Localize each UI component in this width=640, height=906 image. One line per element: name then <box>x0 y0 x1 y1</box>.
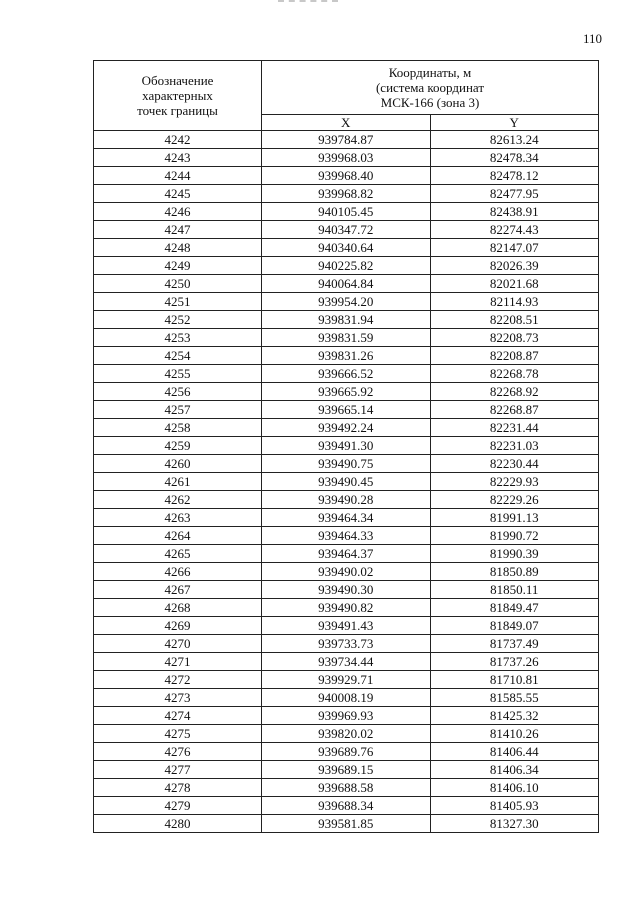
y-coordinate-cell: 81991.13 <box>430 509 599 527</box>
point-id-cell: 4250 <box>94 275 262 293</box>
x-coordinate-cell: 939733.73 <box>262 635 431 653</box>
x-coordinate-cell: 939968.40 <box>262 167 431 185</box>
x-coordinate-cell: 939464.37 <box>262 545 431 563</box>
table-row <box>94 797 599 815</box>
x-coordinate-cell: 940225.82 <box>262 257 431 275</box>
table-row <box>94 725 599 743</box>
y-coordinate-cell: 81850.11 <box>430 581 599 599</box>
x-coordinate-cell: 939492.24 <box>262 419 431 437</box>
table-row <box>94 311 599 329</box>
point-id-cell: 4254 <box>94 347 262 365</box>
coord-header-line: (система координат <box>375 80 485 95</box>
y-coordinate-cell: 81405.93 <box>430 797 599 815</box>
x-coordinate-cell: 939954.20 <box>262 293 431 311</box>
table-row <box>94 509 599 527</box>
table-row <box>94 419 599 437</box>
y-coordinate-cell: 82208.51 <box>430 311 599 329</box>
point-id-cell: 4248 <box>94 239 262 257</box>
point-id-cell: 4262 <box>94 491 262 509</box>
coord-header-line: МСК-166 (зона 3) <box>380 95 480 110</box>
x-coordinate-cell: 939490.75 <box>262 455 431 473</box>
y-coordinate-cell: 82021.68 <box>430 275 599 293</box>
x-coordinate-cell: 939688.34 <box>262 797 431 815</box>
y-coordinate-cell: 82613.24 <box>430 131 599 149</box>
table-row <box>94 275 599 293</box>
table-row <box>94 671 599 689</box>
table-row <box>94 383 599 401</box>
x-coordinate-cell: 939968.03 <box>262 149 431 167</box>
table-row <box>94 689 599 707</box>
x-coordinate-cell: 939969.93 <box>262 707 431 725</box>
point-id-cell: 4253 <box>94 329 262 347</box>
y-coordinate-cell: 81990.72 <box>430 527 599 545</box>
point-id-cell: 4274 <box>94 707 262 725</box>
table-header-row <box>94 61 599 115</box>
table-row <box>94 779 599 797</box>
x-coordinate-cell: 939688.58 <box>262 779 431 797</box>
y-coordinate-cell: 82477.95 <box>430 185 599 203</box>
point-id-cell: 4244 <box>94 167 262 185</box>
point-id-cell: 4277 <box>94 761 262 779</box>
y-coordinate-cell: 82268.78 <box>430 365 599 383</box>
table-row <box>94 401 599 419</box>
point-id-cell: 4260 <box>94 455 262 473</box>
table-row <box>94 149 599 167</box>
y-coordinate-cell: 81710.81 <box>430 671 599 689</box>
point-id-cell: 4279 <box>94 797 262 815</box>
y-coordinate-cell: 82229.26 <box>430 491 599 509</box>
page-number: 110 <box>582 31 602 46</box>
table-row <box>94 743 599 761</box>
y-coordinate-cell: 81849.47 <box>430 599 599 617</box>
table-row <box>94 365 599 383</box>
point-id-cell: 4251 <box>94 293 262 311</box>
point-id-cell: 4272 <box>94 671 262 689</box>
y-coordinate-cell: 81737.49 <box>430 635 599 653</box>
table-row <box>94 221 599 239</box>
point-id-cell: 4271 <box>94 653 262 671</box>
x-coordinate-cell: 939490.28 <box>262 491 431 509</box>
point-id-cell: 4264 <box>94 527 262 545</box>
y-coordinate-cell: 82208.87 <box>430 347 599 365</box>
point-header-line: точек границы <box>137 103 218 118</box>
point-id-cell: 4257 <box>94 401 262 419</box>
table-row <box>94 707 599 725</box>
point-header-line: характерных <box>142 88 213 103</box>
y-coordinate-cell: 82268.87 <box>430 401 599 419</box>
table-row <box>94 437 599 455</box>
y-coordinate-cell: 82438.91 <box>430 203 599 221</box>
point-id-cell: 4268 <box>94 599 262 617</box>
y-coordinate-cell: 81585.55 <box>430 689 599 707</box>
point-id-cell: 4259 <box>94 437 262 455</box>
table-row <box>94 293 599 311</box>
scan-top-mark <box>278 0 338 5</box>
table-row <box>94 761 599 779</box>
x-coordinate-cell: 939968.82 <box>262 185 431 203</box>
point-id-cell: 4275 <box>94 725 262 743</box>
x-coordinate-cell: 939464.34 <box>262 509 431 527</box>
x-coordinate-cell: 939665.14 <box>262 401 431 419</box>
table-row <box>94 131 599 149</box>
point-id-cell: 4266 <box>94 563 262 581</box>
y-coordinate-cell: 81406.10 <box>430 779 599 797</box>
table-row <box>94 239 599 257</box>
table-row <box>94 167 599 185</box>
y-coordinate-cell: 82147.07 <box>430 239 599 257</box>
point-id-cell: 4273 <box>94 689 262 707</box>
y-coordinate-cell: 82268.92 <box>430 383 599 401</box>
y-column-header: Y <box>430 115 599 131</box>
y-coordinate-cell: 82114.93 <box>430 293 599 311</box>
table-body <box>94 131 599 833</box>
x-coordinate-cell: 939666.52 <box>262 365 431 383</box>
table-row <box>94 257 599 275</box>
x-coordinate-cell: 939581.85 <box>262 815 431 833</box>
x-coordinate-cell: 939490.30 <box>262 581 431 599</box>
y-coordinate-cell: 81410.26 <box>430 725 599 743</box>
table-row <box>94 185 599 203</box>
coordinates-group-header <box>262 61 599 115</box>
table-row <box>94 347 599 365</box>
table-row <box>94 545 599 563</box>
point-id-cell: 4243 <box>94 149 262 167</box>
point-id-cell: 4278 <box>94 779 262 797</box>
x-coordinate-cell: 939665.92 <box>262 383 431 401</box>
x-coordinate-cell: 939464.33 <box>262 527 431 545</box>
point-id-cell: 4255 <box>94 365 262 383</box>
point-id-cell: 4252 <box>94 311 262 329</box>
y-coordinate-cell: 82231.03 <box>430 437 599 455</box>
x-coordinate-cell: 939490.82 <box>262 599 431 617</box>
point-id-cell: 4246 <box>94 203 262 221</box>
table-row <box>94 581 599 599</box>
table-row <box>94 203 599 221</box>
point-id-cell: 4276 <box>94 743 262 761</box>
x-coordinate-cell: 940105.45 <box>262 203 431 221</box>
y-coordinate-cell: 81327.30 <box>430 815 599 833</box>
point-id-cell: 4261 <box>94 473 262 491</box>
point-id-cell: 4280 <box>94 815 262 833</box>
x-coordinate-cell: 939831.59 <box>262 329 431 347</box>
point-header-line: Обозначение <box>141 73 214 88</box>
y-coordinate-cell: 81406.34 <box>430 761 599 779</box>
y-coordinate-cell: 82274.43 <box>430 221 599 239</box>
table-row <box>94 635 599 653</box>
table-row <box>94 563 599 581</box>
coordinates-table <box>93 60 599 833</box>
x-coordinate-cell: 939490.45 <box>262 473 431 491</box>
x-coordinate-cell: 939689.76 <box>262 743 431 761</box>
table-row <box>94 473 599 491</box>
point-id-cell: 4245 <box>94 185 262 203</box>
table-row <box>94 491 599 509</box>
x-coordinate-cell: 940064.84 <box>262 275 431 293</box>
x-coordinate-cell: 939689.15 <box>262 761 431 779</box>
x-coordinate-cell: 939784.87 <box>262 131 431 149</box>
point-id-cell: 4267 <box>94 581 262 599</box>
point-id-cell: 4263 <box>94 509 262 527</box>
x-coordinate-cell: 940008.19 <box>262 689 431 707</box>
x-coordinate-cell: 939831.94 <box>262 311 431 329</box>
y-coordinate-cell: 81406.44 <box>430 743 599 761</box>
y-coordinate-cell: 82478.12 <box>430 167 599 185</box>
x-coordinate-cell: 939929.71 <box>262 671 431 689</box>
y-coordinate-cell: 81737.26 <box>430 653 599 671</box>
y-coordinate-cell: 81849.07 <box>430 617 599 635</box>
table-row <box>94 329 599 347</box>
x-coordinate-cell: 939820.02 <box>262 725 431 743</box>
y-coordinate-cell: 82230.44 <box>430 455 599 473</box>
coord-header-line: Координаты, м <box>388 65 472 80</box>
table-row <box>94 617 599 635</box>
x-coordinate-cell: 940347.72 <box>262 221 431 239</box>
y-coordinate-cell: 82231.44 <box>430 419 599 437</box>
point-id-cell: 4270 <box>94 635 262 653</box>
point-id-cell: 4258 <box>94 419 262 437</box>
table-row <box>94 653 599 671</box>
y-coordinate-cell: 82478.34 <box>430 149 599 167</box>
point-id-cell: 4256 <box>94 383 262 401</box>
x-column-header: X <box>262 115 431 131</box>
table-row <box>94 455 599 473</box>
y-coordinate-cell: 81425.32 <box>430 707 599 725</box>
point-id-cell: 4249 <box>94 257 262 275</box>
point-id-cell: 4247 <box>94 221 262 239</box>
table-row <box>94 599 599 617</box>
y-coordinate-cell: 82208.73 <box>430 329 599 347</box>
point-id-cell: 4265 <box>94 545 262 563</box>
x-coordinate-cell: 939490.02 <box>262 563 431 581</box>
table-row <box>94 527 599 545</box>
x-coordinate-cell: 939491.30 <box>262 437 431 455</box>
y-coordinate-cell: 81850.89 <box>430 563 599 581</box>
table-row <box>94 815 599 833</box>
x-coordinate-cell: 939491.43 <box>262 617 431 635</box>
point-id-cell: 4242 <box>94 131 262 149</box>
y-coordinate-cell: 82229.93 <box>430 473 599 491</box>
point-designation-header <box>94 61 262 131</box>
x-coordinate-cell: 939734.44 <box>262 653 431 671</box>
x-coordinate-cell: 940340.64 <box>262 239 431 257</box>
y-coordinate-cell: 82026.39 <box>430 257 599 275</box>
x-coordinate-cell: 939831.26 <box>262 347 431 365</box>
point-id-cell: 4269 <box>94 617 262 635</box>
y-coordinate-cell: 81990.39 <box>430 545 599 563</box>
